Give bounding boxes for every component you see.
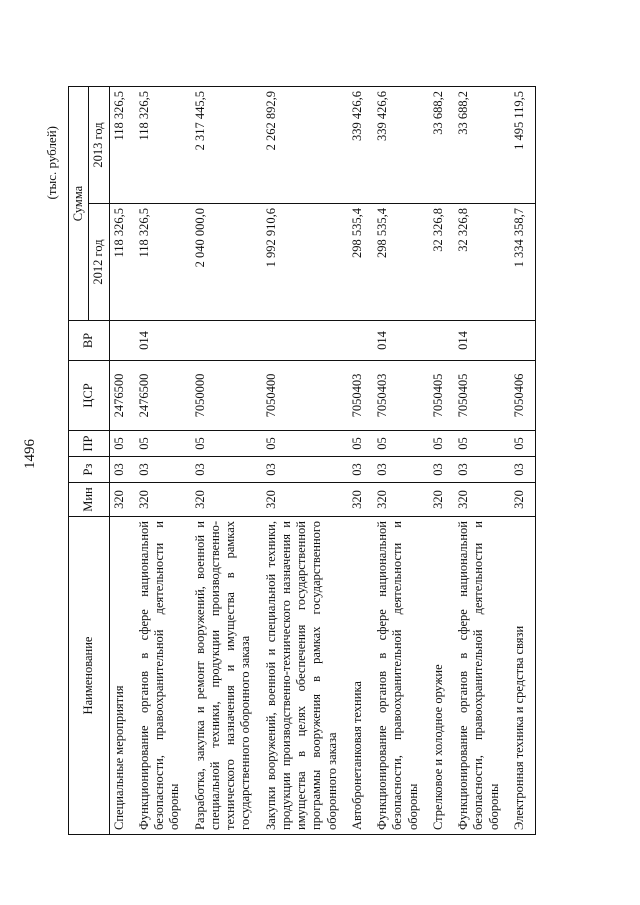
table-row xyxy=(373,87,429,835)
row-min: 320 xyxy=(510,483,536,517)
row-name: Стрелковое и холодное оружие xyxy=(429,517,454,835)
row-rz: 03 xyxy=(262,457,348,483)
header-min: Мин xyxy=(69,483,110,517)
row-2012: 118 326,5 xyxy=(135,204,191,321)
row-2013: 33 688,2 xyxy=(429,87,454,204)
row-2013: 118 326,5 xyxy=(135,87,191,204)
units-note: (тыс. рублей) xyxy=(44,126,59,200)
row-rz: 03 xyxy=(109,457,135,483)
row-pr: 05 xyxy=(262,431,348,457)
row-2013: 2 317 445,5 xyxy=(191,87,262,204)
header-pr: ПР xyxy=(69,431,110,457)
row-csr: 7050400 xyxy=(262,361,348,431)
row-csr: 7050406 xyxy=(510,361,536,431)
row-min: 320 xyxy=(373,483,429,517)
header-vr: ВР xyxy=(69,321,110,361)
row-pr: 05 xyxy=(429,431,454,457)
row-2012: 2 040 000,0 xyxy=(191,204,262,321)
row-rz: 03 xyxy=(135,457,191,483)
row-pr: 05 xyxy=(373,431,429,457)
table-row xyxy=(454,87,510,835)
row-name: Функционирование органов в сфере национальной безопасности, правоохранительной деятельности и обороны xyxy=(135,517,191,835)
row-min: 320 xyxy=(454,483,510,517)
row-rz: 03 xyxy=(454,457,510,483)
table-row xyxy=(262,87,348,835)
row-min: 320 xyxy=(191,483,262,517)
row-2012: 1 334 358,7 xyxy=(510,204,536,321)
row-vr: 014 xyxy=(454,321,510,361)
table-row xyxy=(429,87,454,835)
row-rz: 03 xyxy=(373,457,429,483)
row-vr: 014 xyxy=(373,321,429,361)
row-vr xyxy=(262,321,348,361)
row-pr: 05 xyxy=(454,431,510,457)
table-row xyxy=(510,87,536,835)
table-row xyxy=(191,87,262,835)
row-name: Закупки вооружений, военной и специальной техники, продукции производственно-технического назначения и имущества в целях обеспечения государственной программы вооружения в рамках государственного оборонного заказа xyxy=(262,517,348,835)
page-number: 1496 xyxy=(22,439,38,469)
row-name: Электронная техника и средства связи xyxy=(510,517,536,835)
row-csr: 7050403 xyxy=(373,361,429,431)
header-2012: 2012 год xyxy=(89,204,109,321)
row-2012: 298 535,4 xyxy=(348,204,373,321)
row-pr: 05 xyxy=(348,431,373,457)
row-rz: 03 xyxy=(348,457,373,483)
row-2013: 118 326,5 xyxy=(109,87,135,204)
row-2012: 32 326,8 xyxy=(429,204,454,321)
row-2013: 2 262 892,9 xyxy=(262,87,348,204)
row-name: Функционирование органов в сфере национальной безопасности, правоохранительной деятельности и обороны xyxy=(454,517,510,835)
header-row-top xyxy=(69,87,89,835)
row-vr: 014 xyxy=(135,321,191,361)
header-name: Наименование xyxy=(69,517,110,835)
row-min: 320 xyxy=(109,483,135,517)
row-2012: 32 326,8 xyxy=(454,204,510,321)
row-vr xyxy=(429,321,454,361)
row-csr: 2476500 xyxy=(109,361,135,431)
row-2012: 298 535,4 xyxy=(373,204,429,321)
row-2013: 33 688,2 xyxy=(454,87,510,204)
row-name: Функционирование органов в сфере национальной безопасности, правоохранительной деятельности и обороны xyxy=(373,517,429,835)
row-name: Разработка, закупка и ремонт вооружений, военной и специальной техники, продукции производственно-технического назначения и имущества в рамках государственного оборонного заказа xyxy=(191,517,262,835)
row-vr xyxy=(109,321,135,361)
row-rz: 03 xyxy=(429,457,454,483)
header-csr: ЦСР xyxy=(69,361,110,431)
row-min: 320 xyxy=(348,483,373,517)
row-csr: 7050405 xyxy=(454,361,510,431)
row-vr xyxy=(191,321,262,361)
row-rz: 03 xyxy=(191,457,262,483)
row-rz: 03 xyxy=(510,457,536,483)
row-pr: 05 xyxy=(191,431,262,457)
row-2012: 118 326,5 xyxy=(109,204,135,321)
row-min: 320 xyxy=(262,483,348,517)
header-sum: Сумма xyxy=(69,87,89,321)
row-pr: 05 xyxy=(135,431,191,457)
header-2013: 2013 год xyxy=(89,87,109,204)
row-pr: 05 xyxy=(510,431,536,457)
table-row xyxy=(135,87,191,835)
row-csr: 2476500 xyxy=(135,361,191,431)
row-vr xyxy=(510,321,536,361)
budget-table xyxy=(68,86,536,835)
row-min: 320 xyxy=(429,483,454,517)
row-name: Специальные мероприятия xyxy=(109,517,135,835)
header-rz: Рз xyxy=(69,457,110,483)
table-row xyxy=(109,87,135,835)
row-pr: 05 xyxy=(109,431,135,457)
row-2013: 339 426,6 xyxy=(373,87,429,204)
row-vr xyxy=(348,321,373,361)
row-name: Автобронетанковая техника xyxy=(348,517,373,835)
row-csr: 7050403 xyxy=(348,361,373,431)
row-csr: 7050000 xyxy=(191,361,262,431)
row-csr: 7050405 xyxy=(429,361,454,431)
row-min: 320 xyxy=(135,483,191,517)
row-2012: 1 992 910,6 xyxy=(262,204,348,321)
row-2013: 339 426,6 xyxy=(348,87,373,204)
row-2013: 1 495 119,5 xyxy=(510,87,536,204)
table-row xyxy=(348,87,373,835)
